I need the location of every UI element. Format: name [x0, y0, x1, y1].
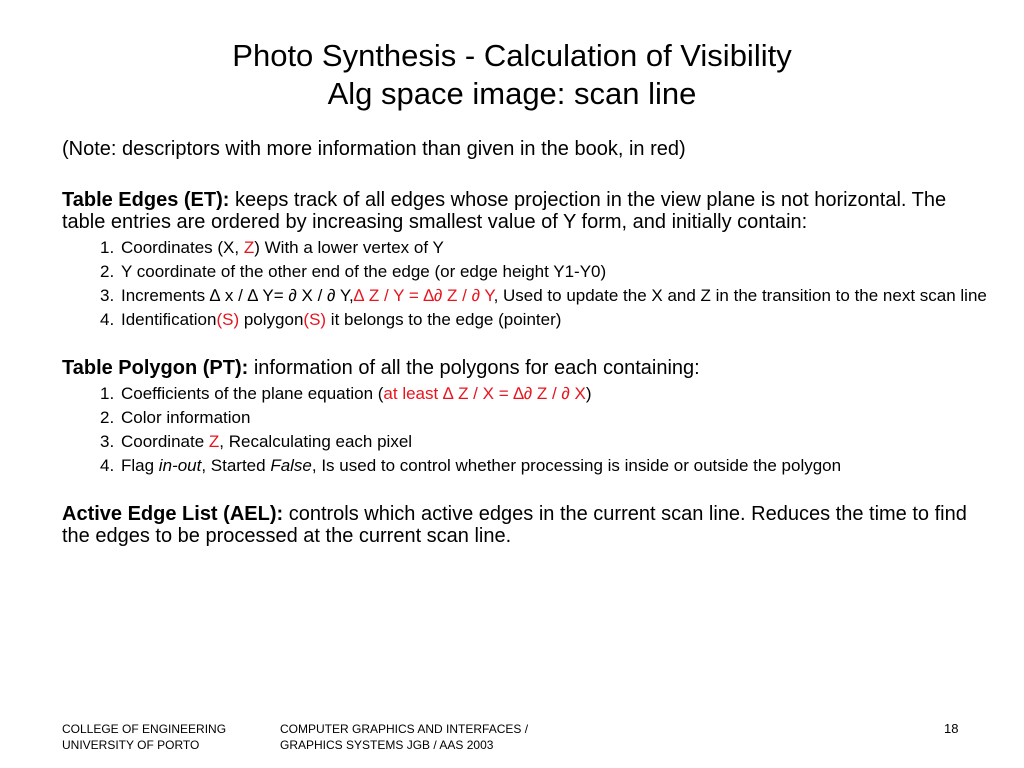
- list-item-text: [121, 457, 992, 475]
- text-run: , Started: [201, 456, 271, 475]
- list-item-number: 4.: [100, 310, 115, 329]
- text-run: Coordinates (X,: [121, 238, 244, 257]
- footer-mid-line-1: COMPUTER GRAPHICS AND INTERFACES /: [280, 722, 529, 736]
- highlighted-text: (S): [216, 310, 240, 329]
- italic-text: in-out: [158, 456, 202, 475]
- list-item: [100, 239, 992, 257]
- highlighted-text: at least ∆ Z / X = ∆∂ Z / ∂ X: [383, 384, 586, 403]
- text-run: Coefficients of the plane equation (: [121, 384, 384, 403]
- text-run: , Recalculating each pixel: [219, 432, 413, 451]
- footer-institution: [62, 721, 226, 753]
- footer-course: [280, 721, 528, 753]
- text-run: Increments ∆ x / ∆ Y= ∂ X / ∂ Y,: [121, 286, 354, 305]
- list-item-number: 4.: [100, 456, 115, 475]
- list-item: [100, 385, 992, 403]
- list-item-text: [121, 263, 992, 281]
- slide-title: [0, 37, 1024, 113]
- text-run: Coordinate: [121, 432, 209, 451]
- list-item-text: [121, 287, 992, 305]
- list-item-number: 1.: [100, 384, 115, 403]
- et-paragraph: [62, 189, 992, 233]
- list-item: [100, 457, 992, 475]
- list-item-text: [121, 385, 992, 403]
- et-text: keeps track of all edges whose projection in the view plane is not horizontal. The table entries are ordered by increasing smallest value of Y form, and initially contain:: [62, 189, 947, 233]
- list-item-text: [121, 409, 992, 427]
- list-item-number: 3.: [100, 286, 115, 305]
- text-run: Flag: [121, 456, 159, 475]
- text-run: it belongs to the edge (pointer): [326, 310, 562, 329]
- list-item: [100, 311, 992, 329]
- italic-text: False: [270, 456, 312, 475]
- list-item: [100, 263, 992, 281]
- footer-left-line-1: COLLEGE OF ENGINEERING: [62, 722, 227, 736]
- highlighted-text: Z: [243, 238, 255, 257]
- text-run: polygon: [239, 310, 304, 329]
- note-text: (Note: descriptors with more information than given in the book, in red): [62, 138, 686, 160]
- text-run: ) With a lower vertex of Y: [254, 238, 444, 257]
- ael-paragraph: [62, 503, 992, 547]
- text-run: , Used to update the X and Z in the transition to the next scan line: [493, 286, 987, 305]
- et-list: [100, 239, 992, 329]
- text-run: Identification: [121, 310, 217, 329]
- list-item-text: [121, 433, 992, 451]
- text-run: ): [585, 384, 592, 403]
- title-line-1: Photo Synthesis - Calculation of Visibility: [232, 38, 792, 73]
- list-item: [100, 409, 992, 427]
- footer-mid-line-2: GRAPHICS SYSTEMS JGB / AAS 2003: [280, 738, 494, 752]
- highlighted-text: ∆ Z / Y = ∆∂ Z / ∂ Y: [353, 286, 494, 305]
- slide-body: [62, 137, 992, 547]
- page-number: 18: [944, 721, 959, 736]
- footer-left-line-2: UNIVERSITY OF PORTO: [62, 738, 200, 752]
- highlighted-text: Z: [208, 432, 220, 451]
- list-item-number: 1.: [100, 238, 115, 257]
- list-item-text: [121, 239, 992, 257]
- et-heading: Table Edges (ET):: [62, 189, 230, 211]
- pt-text: information of all the polygons for each containing:: [248, 357, 700, 379]
- text-run: Color information: [121, 408, 251, 427]
- list-item-number: 2.: [100, 262, 115, 281]
- list-item-number: 2.: [100, 408, 115, 427]
- list-item-number: 3.: [100, 432, 115, 451]
- pt-list: [100, 385, 992, 475]
- ael-heading: Active Edge List (AEL):: [62, 503, 284, 525]
- ael-text: controls which active edges in the current scan line. Reduces the time to find the edges to be processed at the current scan line.: [62, 503, 967, 547]
- pt-paragraph: [62, 357, 992, 379]
- text-run: , Is used to control whether processing is inside or outside the polygon: [311, 456, 842, 475]
- pt-heading: Table Polygon (PT):: [62, 357, 249, 379]
- highlighted-text: (S): [303, 310, 327, 329]
- list-item: [100, 287, 992, 305]
- list-item: [100, 433, 992, 451]
- title-line-2: Alg space image: scan line: [327, 76, 697, 111]
- text-run: Y coordinate of the other end of the edge (or edge height Y1-Y0): [121, 262, 607, 281]
- list-item-text: [121, 311, 992, 329]
